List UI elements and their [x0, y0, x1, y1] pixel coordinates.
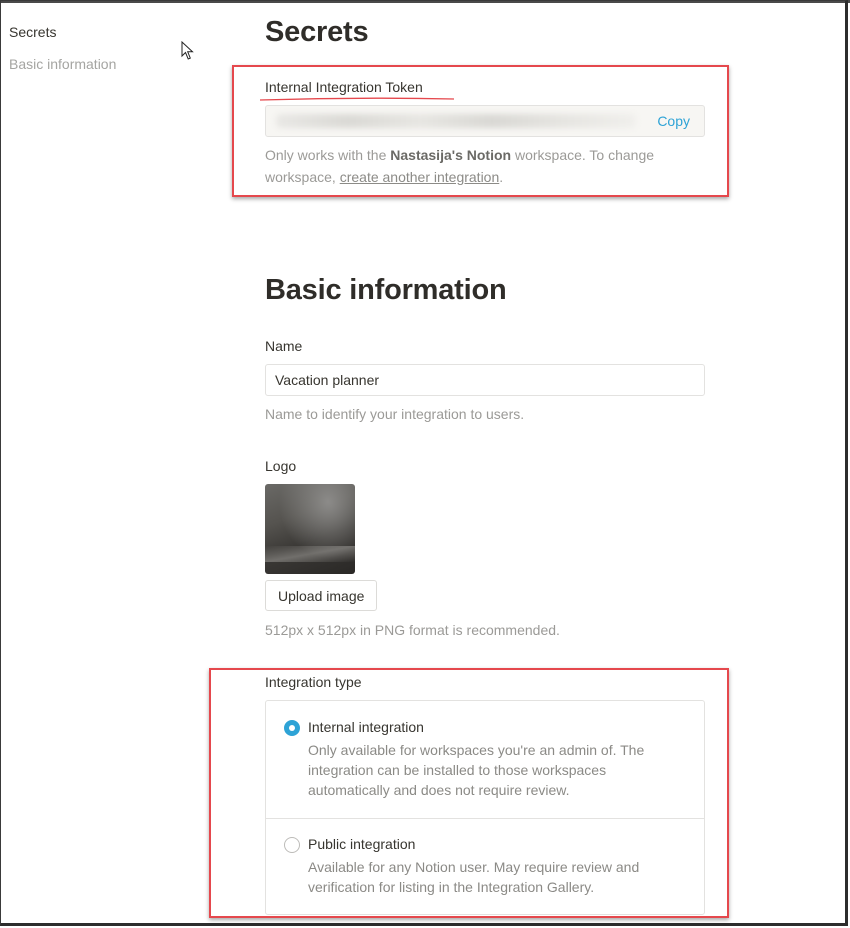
token-field[interactable] [265, 105, 705, 137]
token-help-suffix: . [499, 169, 504, 185]
sidebar-nav [9, 22, 116, 86]
logo-help-text: 512px x 512px in PNG format is recommended. [265, 622, 560, 638]
red-underline-annotation [259, 97, 455, 101]
name-input[interactable] [265, 364, 705, 396]
logo-label: Logo [265, 458, 297, 474]
option-title: Internal integration [308, 719, 424, 735]
mouse-pointer-icon [181, 41, 195, 61]
option-title: Public integration [308, 836, 416, 852]
logo-image [265, 484, 355, 574]
token-help-text [265, 144, 705, 188]
token-help-middle: workspace. To change workspace, [265, 147, 655, 185]
workspace-name: Nastasija's Notion [390, 147, 512, 163]
radio-selected-icon[interactable] [284, 720, 300, 736]
option-description: Available for any Notion user. May require review and verification for listing in the Integration Gallery. [308, 859, 640, 895]
token-help-prefix: Only works with the [265, 147, 391, 163]
name-help-text: Name to identify your integration to users. [265, 406, 525, 422]
option-internal-integration[interactable] [266, 701, 704, 819]
sidebar-item-basic-information[interactable]: Basic information [9, 56, 117, 72]
upload-image-button[interactable]: Upload image [265, 580, 377, 611]
copy-token-button[interactable]: Copy [657, 113, 690, 129]
name-label: Name [265, 338, 303, 354]
option-description: Only available for workspaces you're an admin of. The integration can be installed to those workspaces automatically and does not require review. [308, 742, 645, 798]
option-public-integration[interactable] [266, 819, 704, 915]
radio-unselected-icon[interactable] [284, 837, 300, 853]
basic-information-heading: Basic information [265, 274, 507, 306]
token-label: Internal Integration Token [265, 79, 423, 95]
window-top-border [0, 0, 850, 3]
create-integration-link[interactable]: create another integration [339, 169, 500, 185]
secrets-heading: Secrets [265, 16, 369, 48]
token-value-blurred [276, 114, 636, 128]
sidebar-item-secrets[interactable]: Secrets [9, 24, 57, 40]
integration-type-options [265, 700, 705, 915]
integration-type-label: Integration type [265, 674, 362, 690]
